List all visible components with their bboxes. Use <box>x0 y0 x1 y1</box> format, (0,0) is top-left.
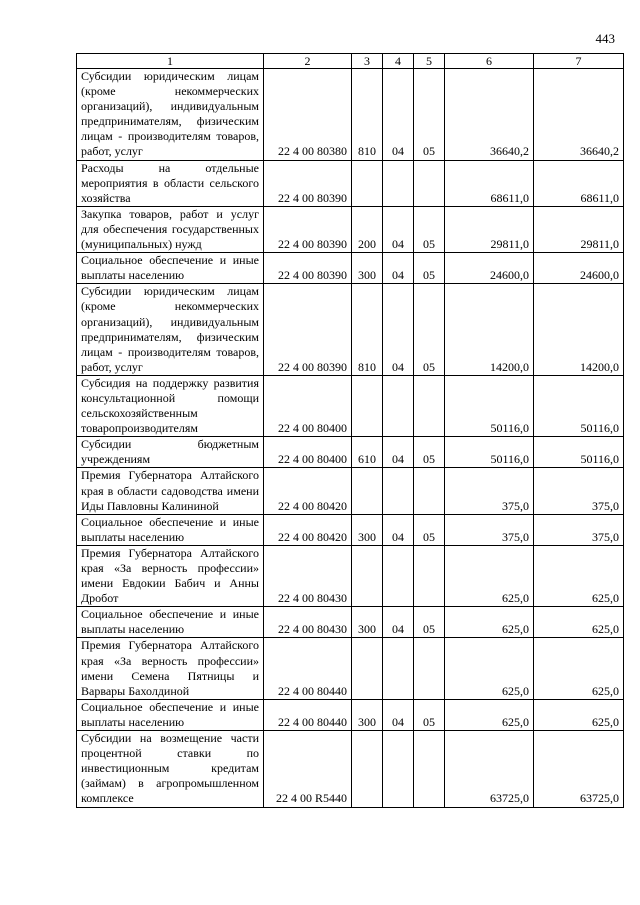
row-col7: 625,0 <box>534 607 624 638</box>
row-name: Социальное обеспечение и иные выплаты населению <box>77 514 264 545</box>
row-col5: 05 <box>414 284 445 376</box>
row-col7: 625,0 <box>534 545 624 606</box>
table-row <box>77 731 624 807</box>
row-col3 <box>352 160 383 206</box>
row-col6: 375,0 <box>445 468 534 514</box>
row-code: 22 4 00 80420 <box>264 468 352 514</box>
column-header-5: 5 <box>414 54 445 69</box>
row-name: Субсидия на поддержку развития консультационной помощи сельскохозяйственным товаропроизводителям <box>77 375 264 436</box>
row-code: 22 4 00 80390 <box>264 206 352 252</box>
row-col7: 625,0 <box>534 699 624 730</box>
row-col7: 24600,0 <box>534 253 624 284</box>
row-col3: 300 <box>352 514 383 545</box>
table-row <box>77 69 624 161</box>
row-col7: 63725,0 <box>534 731 624 807</box>
row-col4 <box>383 160 414 206</box>
column-header-4: 4 <box>383 54 414 69</box>
row-col6: 14200,0 <box>445 284 534 376</box>
row-col3: 200 <box>352 206 383 252</box>
row-col6: 625,0 <box>445 638 534 699</box>
row-col6: 68611,0 <box>445 160 534 206</box>
row-name: Социальное обеспечение и иные выплаты населению <box>77 607 264 638</box>
row-col4: 04 <box>383 206 414 252</box>
row-code: 22 4 00 80430 <box>264 545 352 606</box>
row-col6: 625,0 <box>445 607 534 638</box>
row-col7: 50116,0 <box>534 375 624 436</box>
row-col3 <box>352 545 383 606</box>
row-col5 <box>414 638 445 699</box>
row-col7: 50116,0 <box>534 437 624 468</box>
row-col5 <box>414 375 445 436</box>
row-col4: 04 <box>383 69 414 161</box>
row-col5 <box>414 731 445 807</box>
row-code: 22 4 00 80430 <box>264 607 352 638</box>
row-name: Премия Губернатора Алтайского края «За верность профессии» имени Евдокии Бабич и Анны Дробот <box>77 545 264 606</box>
table-row <box>77 206 624 252</box>
column-header-6: 6 <box>445 54 534 69</box>
row-col3 <box>352 731 383 807</box>
row-name: Премия Губернатора Алтайского края «За верность профессии» имени Семена Пятницы и Варвары Бахолдиной <box>77 638 264 699</box>
row-name: Субсидии на возмещение части процентной ставки по инвестиционным кредитам (займам) в агропромышленном комплексе <box>77 731 264 807</box>
table-row <box>77 514 624 545</box>
row-col4 <box>383 638 414 699</box>
row-col5: 05 <box>414 253 445 284</box>
row-col5 <box>414 468 445 514</box>
row-col3: 810 <box>352 69 383 161</box>
row-col3: 810 <box>352 284 383 376</box>
row-code: 22 4 00 80390 <box>264 253 352 284</box>
row-col3: 300 <box>352 253 383 284</box>
row-col4 <box>383 731 414 807</box>
row-col7: 625,0 <box>534 638 624 699</box>
row-name: Расходы на отдельные мероприятия в области сельского хозяйства <box>77 160 264 206</box>
table-row <box>77 468 624 514</box>
row-name: Социальное обеспечение и иные выплаты населению <box>77 699 264 730</box>
row-col6: 36640,2 <box>445 69 534 161</box>
row-col7: 14200,0 <box>534 284 624 376</box>
row-col3 <box>352 375 383 436</box>
table-row <box>77 638 624 699</box>
row-name: Премия Губернатора Алтайского края в области садоводства имени Иды Павловны Калининой <box>77 468 264 514</box>
row-col5: 05 <box>414 607 445 638</box>
row-code: 22 4 00 80390 <box>264 160 352 206</box>
row-col7: 68611,0 <box>534 160 624 206</box>
table-row <box>77 375 624 436</box>
row-code: 22 4 00 80440 <box>264 638 352 699</box>
row-col5: 05 <box>414 514 445 545</box>
row-col4 <box>383 468 414 514</box>
row-code: 22 4 00 80400 <box>264 375 352 436</box>
row-col7: 375,0 <box>534 468 624 514</box>
header-row <box>77 54 624 69</box>
row-name: Субсидии юридическим лицам (кроме некоммерческих организаций), индивидуальным предпринимателям, физическим лицам - производителям товаров, работ, услуг <box>77 284 264 376</box>
row-col4: 04 <box>383 284 414 376</box>
budget-table <box>76 53 624 808</box>
row-col5 <box>414 545 445 606</box>
row-col6: 29811,0 <box>445 206 534 252</box>
row-col5: 05 <box>414 437 445 468</box>
table-row <box>77 545 624 606</box>
row-col4 <box>383 375 414 436</box>
row-col6: 625,0 <box>445 699 534 730</box>
row-col4 <box>383 545 414 606</box>
row-col7: 29811,0 <box>534 206 624 252</box>
table-row <box>77 437 624 468</box>
row-code: 22 4 00 80380 <box>264 69 352 161</box>
column-header-3: 3 <box>352 54 383 69</box>
column-header-2: 2 <box>264 54 352 69</box>
row-code: 22 4 00 80420 <box>264 514 352 545</box>
table-row <box>77 607 624 638</box>
row-name: Субсидии бюджетным учреждениям <box>77 437 264 468</box>
table-row <box>77 253 624 284</box>
row-col6: 50116,0 <box>445 437 534 468</box>
row-col3: 300 <box>352 699 383 730</box>
row-col5 <box>414 160 445 206</box>
row-col6: 375,0 <box>445 514 534 545</box>
table-body <box>77 69 624 808</box>
row-col3: 300 <box>352 607 383 638</box>
row-col6: 625,0 <box>445 545 534 606</box>
row-code: 22 4 00 80440 <box>264 699 352 730</box>
row-col3 <box>352 638 383 699</box>
table-row <box>77 284 624 376</box>
row-code: 22 4 00 80390 <box>264 284 352 376</box>
row-col4: 04 <box>383 253 414 284</box>
row-code: 22 4 00 R5440 <box>264 731 352 807</box>
row-name: Социальное обеспечение и иные выплаты населению <box>77 253 264 284</box>
row-col7: 36640,2 <box>534 69 624 161</box>
row-col6: 24600,0 <box>445 253 534 284</box>
table-row <box>77 699 624 730</box>
row-col6: 50116,0 <box>445 375 534 436</box>
row-name: Закупка товаров, работ и услуг для обеспечения государственных (муниципальных) нужд <box>77 206 264 252</box>
row-col3 <box>352 468 383 514</box>
row-col3: 610 <box>352 437 383 468</box>
row-col4: 04 <box>383 514 414 545</box>
row-col5: 05 <box>414 699 445 730</box>
column-header-1: 1 <box>77 54 264 69</box>
column-header-7: 7 <box>534 54 624 69</box>
table-row <box>77 160 624 206</box>
row-col4: 04 <box>383 437 414 468</box>
page-number: 443 <box>595 31 615 46</box>
row-col4: 04 <box>383 607 414 638</box>
row-col5: 05 <box>414 206 445 252</box>
row-col4: 04 <box>383 699 414 730</box>
row-col5: 05 <box>414 69 445 161</box>
row-code: 22 4 00 80400 <box>264 437 352 468</box>
row-name: Субсидии юридическим лицам (кроме некоммерческих организаций), индивидуальным предпринимателям, физическим лицам - производителям товаров, работ, услуг <box>77 69 264 161</box>
row-col6: 63725,0 <box>445 731 534 807</box>
row-col7: 375,0 <box>534 514 624 545</box>
